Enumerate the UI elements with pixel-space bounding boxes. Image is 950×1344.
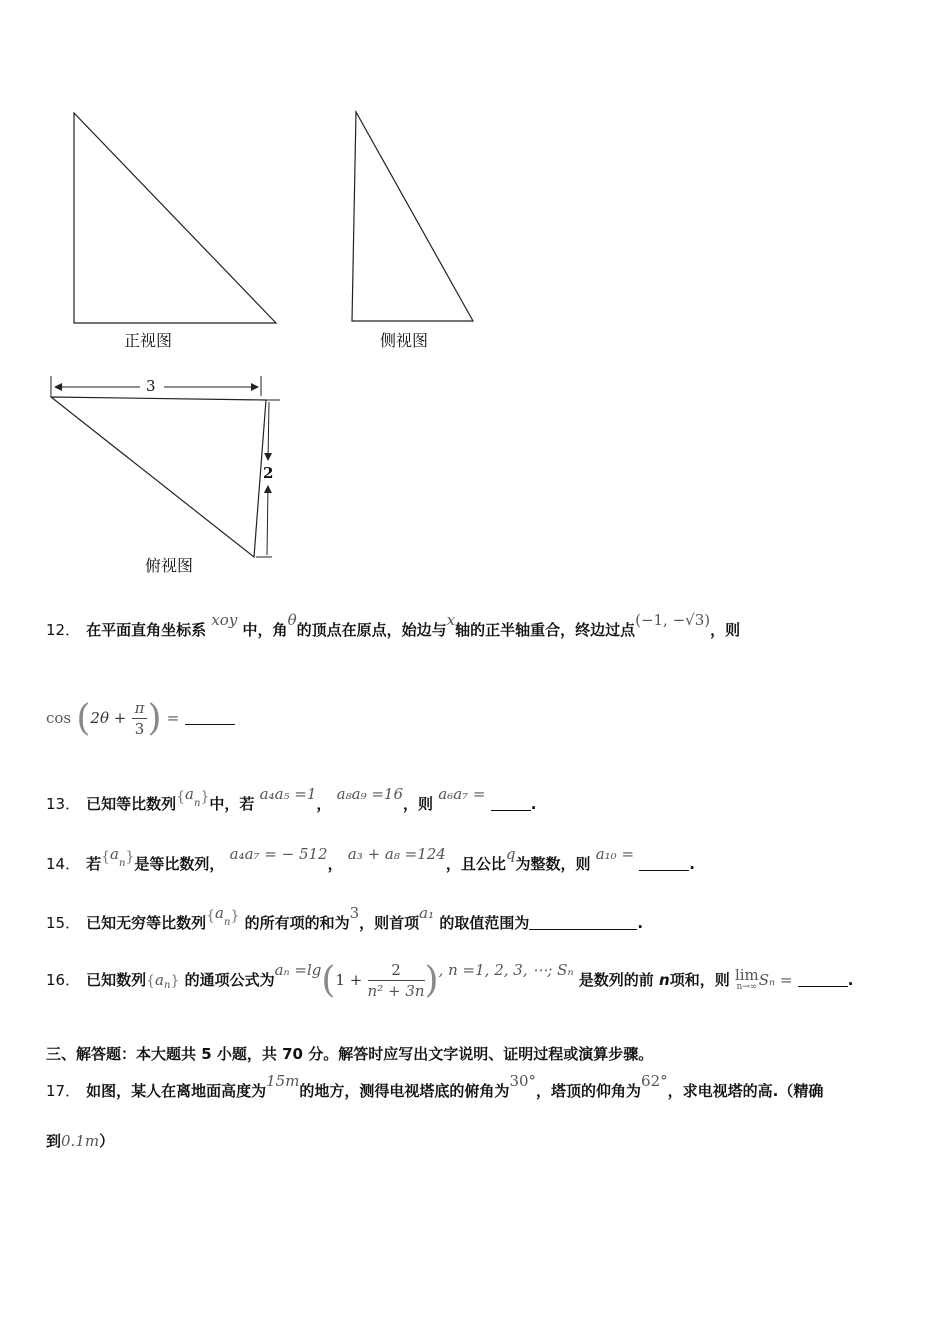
- dimension-width-label: 3: [146, 377, 156, 395]
- answer-blank-16[interactable]: [798, 972, 848, 987]
- front-view-label: 正视图: [124, 331, 173, 350]
- question-14: 14． 若$\{a^n\}$是等比数列， a₄a₇ = − 512， a₃ + a₈ =124，且公比q为整数，则 a₁₀ = .: [46, 845, 695, 873]
- question-17: 17． 如图，某人在离地面高度为15m的地方，测得电视塔底的俯角为30°，塔顶的仰角为62°，求电视塔的高.（精确: [46, 1072, 824, 1100]
- dimension-width: [51, 376, 261, 396]
- three-view-figure: [0, 0, 950, 600]
- side-view-label: 侧视图: [380, 331, 429, 350]
- question-17-cont: 到0.1m）: [46, 1132, 115, 1150]
- answer-blank-14[interactable]: [639, 856, 689, 871]
- front-view-triangle: [74, 113, 276, 323]
- question-16: 16． 已知数列$\{a_n\}$ 的通项公式为aₙ =lg(1 + $\frac{2}{\text{n² + 3n}}$ ), n =1, 2, 3, ⋯; Sₙ 是数列的前 n项和，则 lim n→∞ Sₙ = .: [46, 960, 854, 1001]
- section-3-title: 三、解答题：本大题共 5 小题，共 70 分。解答时应写出文字说明、证明过程或演算步骤。: [46, 1045, 654, 1063]
- top-view-label: 俯视图: [145, 556, 194, 575]
- question-12: 12． 在平面直角坐标系 xoy 中，角θ的顶点在原点，始边与x轴的正半轴重合，终边过点(−1, −√3)，则: [46, 611, 741, 639]
- dimension-depth-label: 2: [263, 464, 274, 482]
- answer-blank-12[interactable]: [185, 710, 235, 725]
- question-12-formula: cos (2θ + $\frac{\pi}{3}$ ) =: [46, 698, 235, 739]
- answer-blank-13[interactable]: [491, 796, 531, 811]
- question-15: 15． 已知无穷等比数列$\{a^n\}$ 的所有项的和为3，则首项a₁ 的取值范围为 .: [46, 904, 644, 932]
- question-13: 13． 已知等比数列$\{a^n\}$中，若 a₄a₅ =1， a₈a₉ =16，则 a₆a₇ = .: [46, 785, 537, 813]
- answer-blank-15[interactable]: [529, 915, 637, 930]
- top-view-triangle: [51, 397, 266, 557]
- side-view-triangle: [352, 112, 473, 321]
